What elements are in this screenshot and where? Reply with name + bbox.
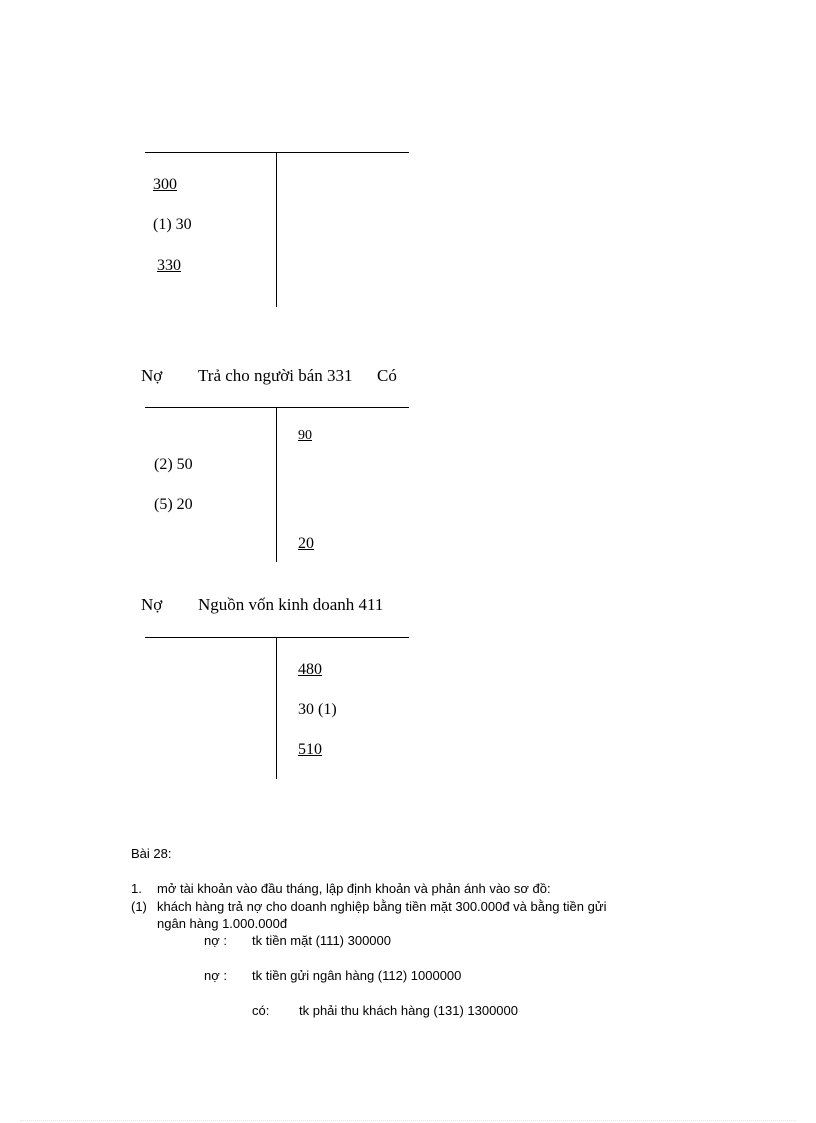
t-account-1-top-line [145, 152, 409, 153]
t-account-1-debit-opening: 300 [153, 176, 177, 193]
t-account-2-credit-closing: 20 [298, 535, 314, 552]
t-account-2 [145, 407, 409, 563]
t-account-1-debit-closing: 330 [157, 257, 181, 274]
entry-3-text: tk phải thu khách hàng (131) 1300000 [299, 1003, 519, 1018]
case-1-line-1: khách hàng trả nợ cho doanh nghiệp bằng tiền mặt 300.000đ và bằng tiền gửi [157, 899, 607, 914]
t-account-2-top-line [145, 407, 409, 408]
t-account-2-co-label: Có [377, 366, 397, 385]
entry-3-side: có: [252, 1003, 270, 1018]
item-1-text: mở tài khoản vào đầu tháng, lập định khoản và phản ánh vào sơ đồ: [157, 881, 551, 896]
t-account-2-title: Trả cho người bán 331 [198, 366, 353, 385]
t-account-3-no-label: Nợ [141, 595, 163, 614]
entry-1-text: tk tiền mặt (111) 300000 [252, 933, 391, 948]
t-account-3-credit-closing: 510 [298, 741, 322, 758]
t-account-2-no-label: Nợ [141, 366, 163, 385]
t-account-1-divider [276, 152, 277, 307]
entry-1-side: nợ : [204, 933, 227, 948]
t-account-1-debit-entry-1: (1) 30 [153, 216, 192, 233]
t-account-3 [145, 637, 409, 780]
entry-2-side: nợ : [204, 968, 227, 983]
t-account-3-divider [276, 637, 277, 779]
t-account-2-credit-opening: 90 [298, 428, 312, 443]
case-1-line-2: ngân hàng 1.000.000đ [157, 916, 288, 931]
t-account-3-credit-entry-1: 30 (1) [298, 701, 337, 718]
item-1-number: 1. [131, 881, 142, 896]
case-1-number: (1) [131, 899, 147, 914]
entry-2-text: tk tiền gửi ngân hàng (112) 1000000 [252, 968, 462, 983]
page-bottom-edge [20, 1120, 796, 1121]
t-account-2-divider [276, 407, 277, 562]
t-account-1 [145, 152, 409, 308]
t-account-2-debit-entry-2: (2) 50 [154, 456, 193, 473]
t-account-3-top-line [145, 637, 409, 638]
t-account-2-debit-entry-5: (5) 20 [154, 496, 193, 513]
exercise-title: Bài 28: [131, 846, 172, 861]
t-account-3-credit-opening: 480 [298, 661, 322, 678]
t-account-3-title: Nguồn vốn kinh doanh 411 [198, 595, 384, 614]
